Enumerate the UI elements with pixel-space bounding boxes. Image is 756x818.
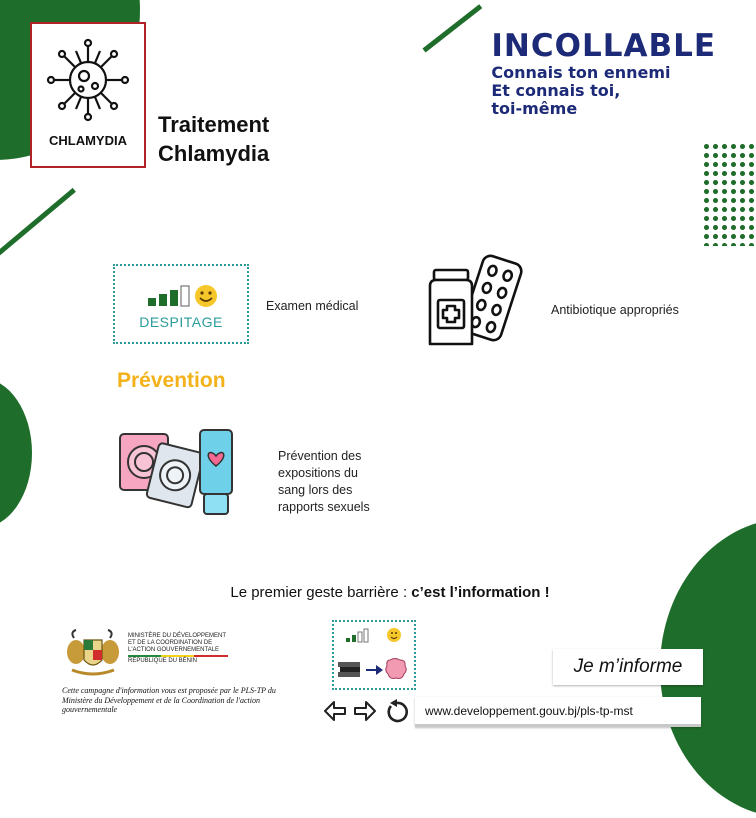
signal-emoji-graphic: [115, 266, 247, 342]
books-to-brain-graphic: [334, 622, 414, 688]
campaign-tagline-2: Et connais toi,: [491, 81, 621, 100]
barrier-emphasis: c’est l’information !: [411, 584, 550, 601]
treatment-label-exam: Examen médical: [266, 299, 359, 313]
nav-controls: [322, 698, 412, 724]
campaign-tagline-1: Connais ton ennemi: [491, 63, 671, 82]
barrier-slogan: [0, 584, 756, 601]
diagonal-line-top: [422, 4, 482, 52]
campaign-name: INCOLLABLE: [491, 28, 716, 64]
info-card-icon: [332, 620, 416, 690]
ministry-line-3: L'ACTION GOUVERNEMENTALE: [128, 647, 220, 653]
replay-icon[interactable]: [384, 698, 410, 724]
badge-label: CHLAMYDIA: [49, 133, 127, 148]
flag-stripe: [128, 655, 228, 657]
ministry-line-2: ET DE LA COORDINATION DE: [128, 640, 213, 646]
treatment-label-antibiotic: Antibiotique appropriés: [551, 303, 679, 317]
barrier-prefix: Le premier geste barrière :: [230, 584, 412, 601]
medicine-pills-icon: [424, 252, 524, 352]
ministry-line-4: RÉPUBLIQUE DU BÉNIN: [128, 658, 198, 664]
prevention-heading: Prévention: [117, 369, 226, 392]
title-line-1: Traitement: [158, 112, 270, 137]
website-url[interactable]: www.developpement.gouv.bj/pls-tp-mst: [415, 697, 701, 727]
prevention-label: Prévention des expositions du sang lors des rapports sexuels: [278, 449, 370, 514]
coat-of-arms-icon: [64, 628, 122, 678]
page-title: [158, 110, 269, 168]
condom-lubricant-icon: [118, 428, 238, 518]
campaign-block: [491, 28, 716, 118]
arrow-right-icon[interactable]: [352, 698, 378, 724]
ministry-line-1: MINISTÈRE DU DÉVELOPPEMENT: [128, 633, 227, 639]
ministry-block: [128, 633, 238, 665]
title-line-2: Chlamydia: [158, 141, 270, 166]
arrow-left-icon[interactable]: [322, 698, 348, 724]
despitage-card-icon: [113, 264, 249, 344]
campaign-note: Cette campagne d'information vous est proposée par le PLS-TP du Ministère du Développement et de la Coordination de l'action gouvernementale: [62, 686, 276, 714]
despitage-card-text: DESPITAGE: [139, 314, 223, 330]
je-m-informe-label: Je m’informe: [553, 649, 703, 685]
dot-pattern: [702, 142, 756, 246]
diagonal-line-left: [0, 188, 76, 263]
corner-blob-left: [0, 378, 32, 528]
campaign-tagline-3: toi-même: [491, 99, 578, 118]
virus-icon: [32, 30, 144, 130]
chlamydia-badge: [30, 22, 146, 168]
